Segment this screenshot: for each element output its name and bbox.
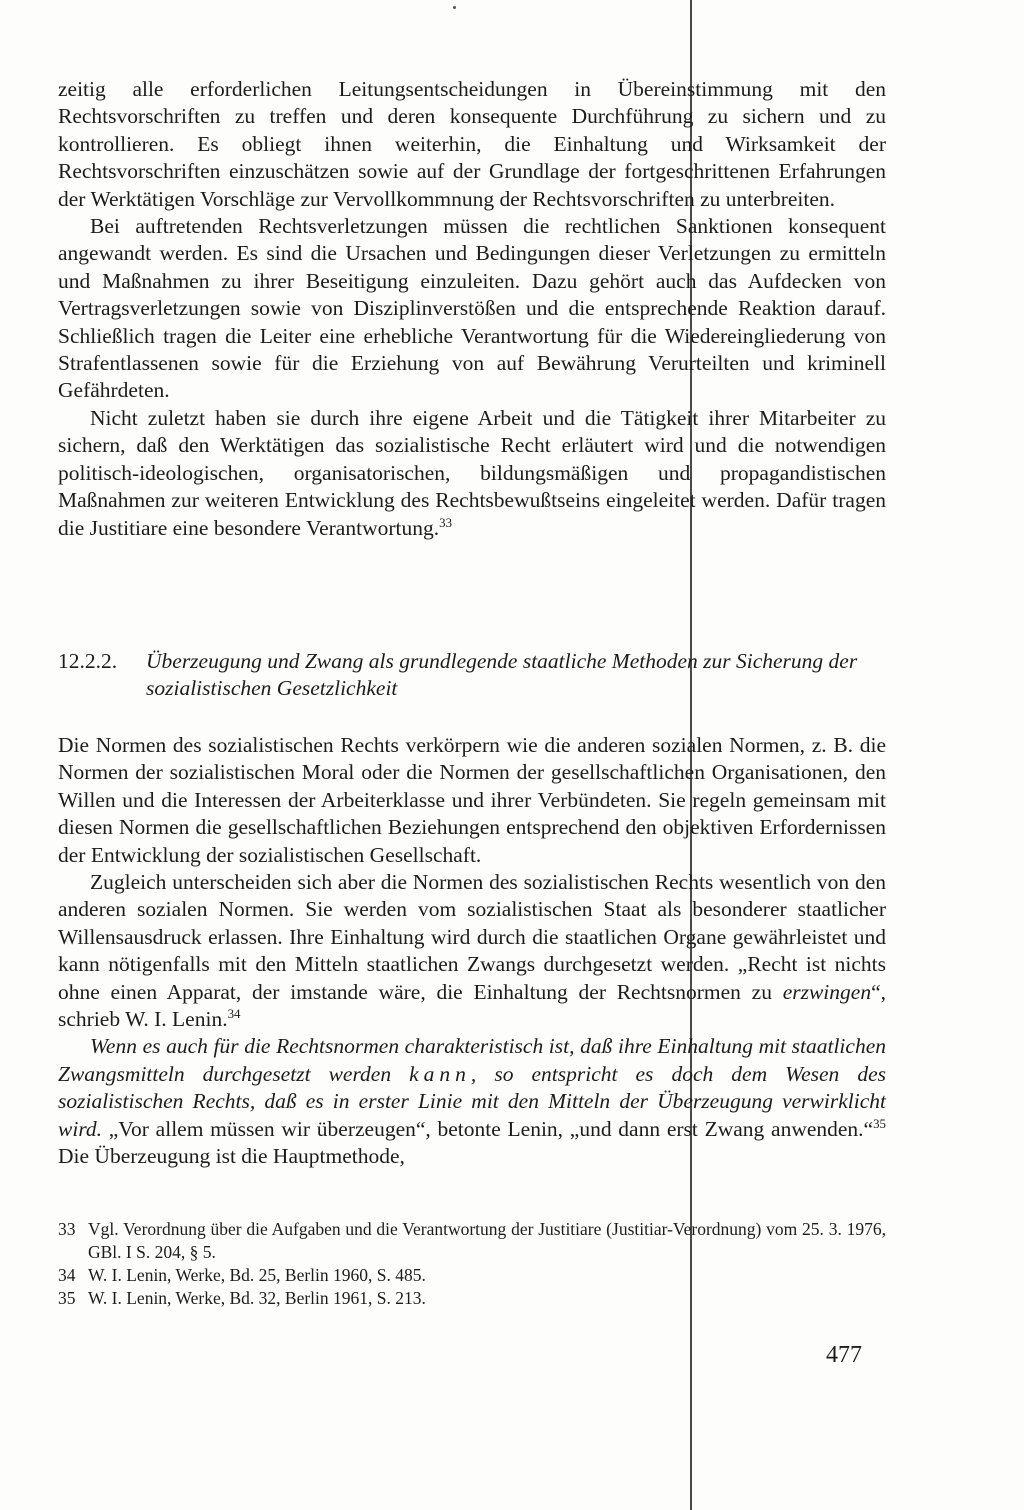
paragraph-3	[58, 405, 886, 542]
paragraph-3-text: Nicht zuletzt haben sie durch ihre eigene Arbeit und die Tätigkeit ihrer Mitarbeiter zu sichern, daß den Werktätigen das sozialistische Recht erläutert wird und die notwendigen politisch-ideologischen, organisatorischen, bildungsmäßigen und propagandistischen Maßnahmen zur weiteren Entwicklung des Rechtsbewußtseins eingeleitet werden. Dafür tragen die Justitiare eine besondere Verantwortung.	[58, 405, 886, 540]
paragraph-5-text-b: “, schrieb W. I. Lenin.	[58, 979, 886, 1032]
paragraph-6-italic-a: Wenn es auch für die Rechtsnormen charakteristisch ist, daß ihre Einhaltung mit staatlichen Zwangsmitteln durchgesetzt werden	[58, 1034, 886, 1086]
footnote-item	[58, 1264, 886, 1287]
scan-speck	[453, 6, 456, 9]
footnotes	[58, 1218, 886, 1310]
section-title: Überzeugung und Zwang als grundlegende staatliche Methoden zur Sicherung der sozialistischen Gesetzlichkeit	[146, 649, 858, 700]
paragraph-5-text-a: Zugleich unterscheiden sich aber die Normen des sozialistischen Rechts wesentlich von den anderen sozialen Normen. Sie werden vom sozialistischen Staat als besonderer staatlicher Willensausdruck erlassen. Ihre Einhaltung wird durch die staatlichen Organe gewährleistet und kann nötigenfalls mit den Mitteln staatlichen Zwangs durchgesetzt werden. „Recht ist nichts ohne einen Apparat, der imstande wäre, die Einhaltung der Rechtsnormen zu	[58, 870, 886, 1004]
footnote-text: Vgl. Verordnung über die Aufgaben und die Verantwortung der Justitiare (Justitiar-Verordnung) vom 25. 3. 1976, GBl. I S. 204, § 5.	[88, 1219, 886, 1262]
footnote-number: 34	[58, 1265, 76, 1285]
paragraph-4: Die Normen des sozialistischen Rechts verkörpern wie die anderen sozialen Normen, z. B. die Normen der sozialistischen Moral oder die Normen der gesellschaftlichen Organisationen, den Willen und die Interessen der Arbeiterklasse und ihrer Verbündeten. Sie regeln gemeinsam mit diesen Normen die gesellschaftlichen Beziehungen entsprechend den objektiven Erfordernissen der Entwicklung der sozialistischen Gesellschaft.	[58, 733, 886, 867]
section-number: 12.2.2.	[58, 649, 118, 673]
footnote-ref-34: 34	[227, 1006, 241, 1021]
paragraph-6-text-c: „Vor allem müssen wir überzeugen“, betonte Lenin, „und dann erst Zwang anwenden.“	[102, 1116, 874, 1141]
body-text-top	[58, 76, 886, 542]
footnote-ref-33: 33	[439, 515, 453, 530]
paragraph-6	[58, 1033, 886, 1170]
section-heading	[58, 648, 886, 702]
footnote-ref-35: 35	[873, 1116, 886, 1131]
footnote-item	[58, 1287, 886, 1310]
paragraph-5-emphasis: erzwingen	[782, 979, 872, 1004]
paragraph-2: Bei auftretenden Rechtsverletzungen müssen die rechtlichen Sanktionen konsequent angewandt werden. Es sind die Ursachen und Bedingungen dieser Verletzungen zu ermitteln und Maßnahmen zu ihrer Beseitigung einzuleiten. Dazu gehört auch das Aufdecken von Vertragsverletzungen sowie von Disziplinverstößen und die entsprechende Reaktion darauf. Schließlich tragen die Leiter eine erhebliche Verantwortung für die Wiedereingliederung von Strafentlassenen sowie für die Erziehung von auf Bewährung Verurteilten und kriminell Gefährdeten.	[58, 214, 886, 403]
footnote-number: 33	[58, 1219, 76, 1239]
footnote-text: W. I. Lenin, Werke, Bd. 25, Berlin 1960, S. 485.	[88, 1265, 426, 1285]
footnote-text: W. I. Lenin, Werke, Bd. 32, Berlin 1961, S. 213.	[88, 1288, 426, 1308]
footnote-item	[58, 1218, 886, 1264]
footnote-number: 35	[58, 1288, 76, 1308]
paragraph-5	[58, 869, 886, 1033]
paragraph-6-spaced-word: kann	[409, 1061, 471, 1086]
paragraph-6-text-d: Die Überzeugung ist die Hauptmethode,	[58, 1144, 405, 1169]
paragraph-1: zeitig alle erforderlichen Leitungsentscheidungen in Übereinstimmung mit den Rechtsvorschriften zu treffen und deren konsequente Durchführung zu sichern und zu kontrollieren. Es obliegt ihnen weiterhin, die Einhaltung und Wirksamkeit der Rechtsvorschriften einzuschätzen sowie auf der Grundlage der fortgeschrittenen Erfahrungen der Werktätigen Vorschläge zur Vervollkommnung der Rechtsvorschriften zu unterbreiten.	[58, 77, 886, 211]
paragraph-6-italic-b: , so entspricht es doch dem Wesen des sozialistischen Rechts, daß es in erster Linie mit den Mitteln der Überzeugung verwirklicht wird.	[58, 1061, 886, 1141]
page-number: 477	[826, 1342, 862, 1368]
body-text-bottom	[58, 732, 886, 1171]
